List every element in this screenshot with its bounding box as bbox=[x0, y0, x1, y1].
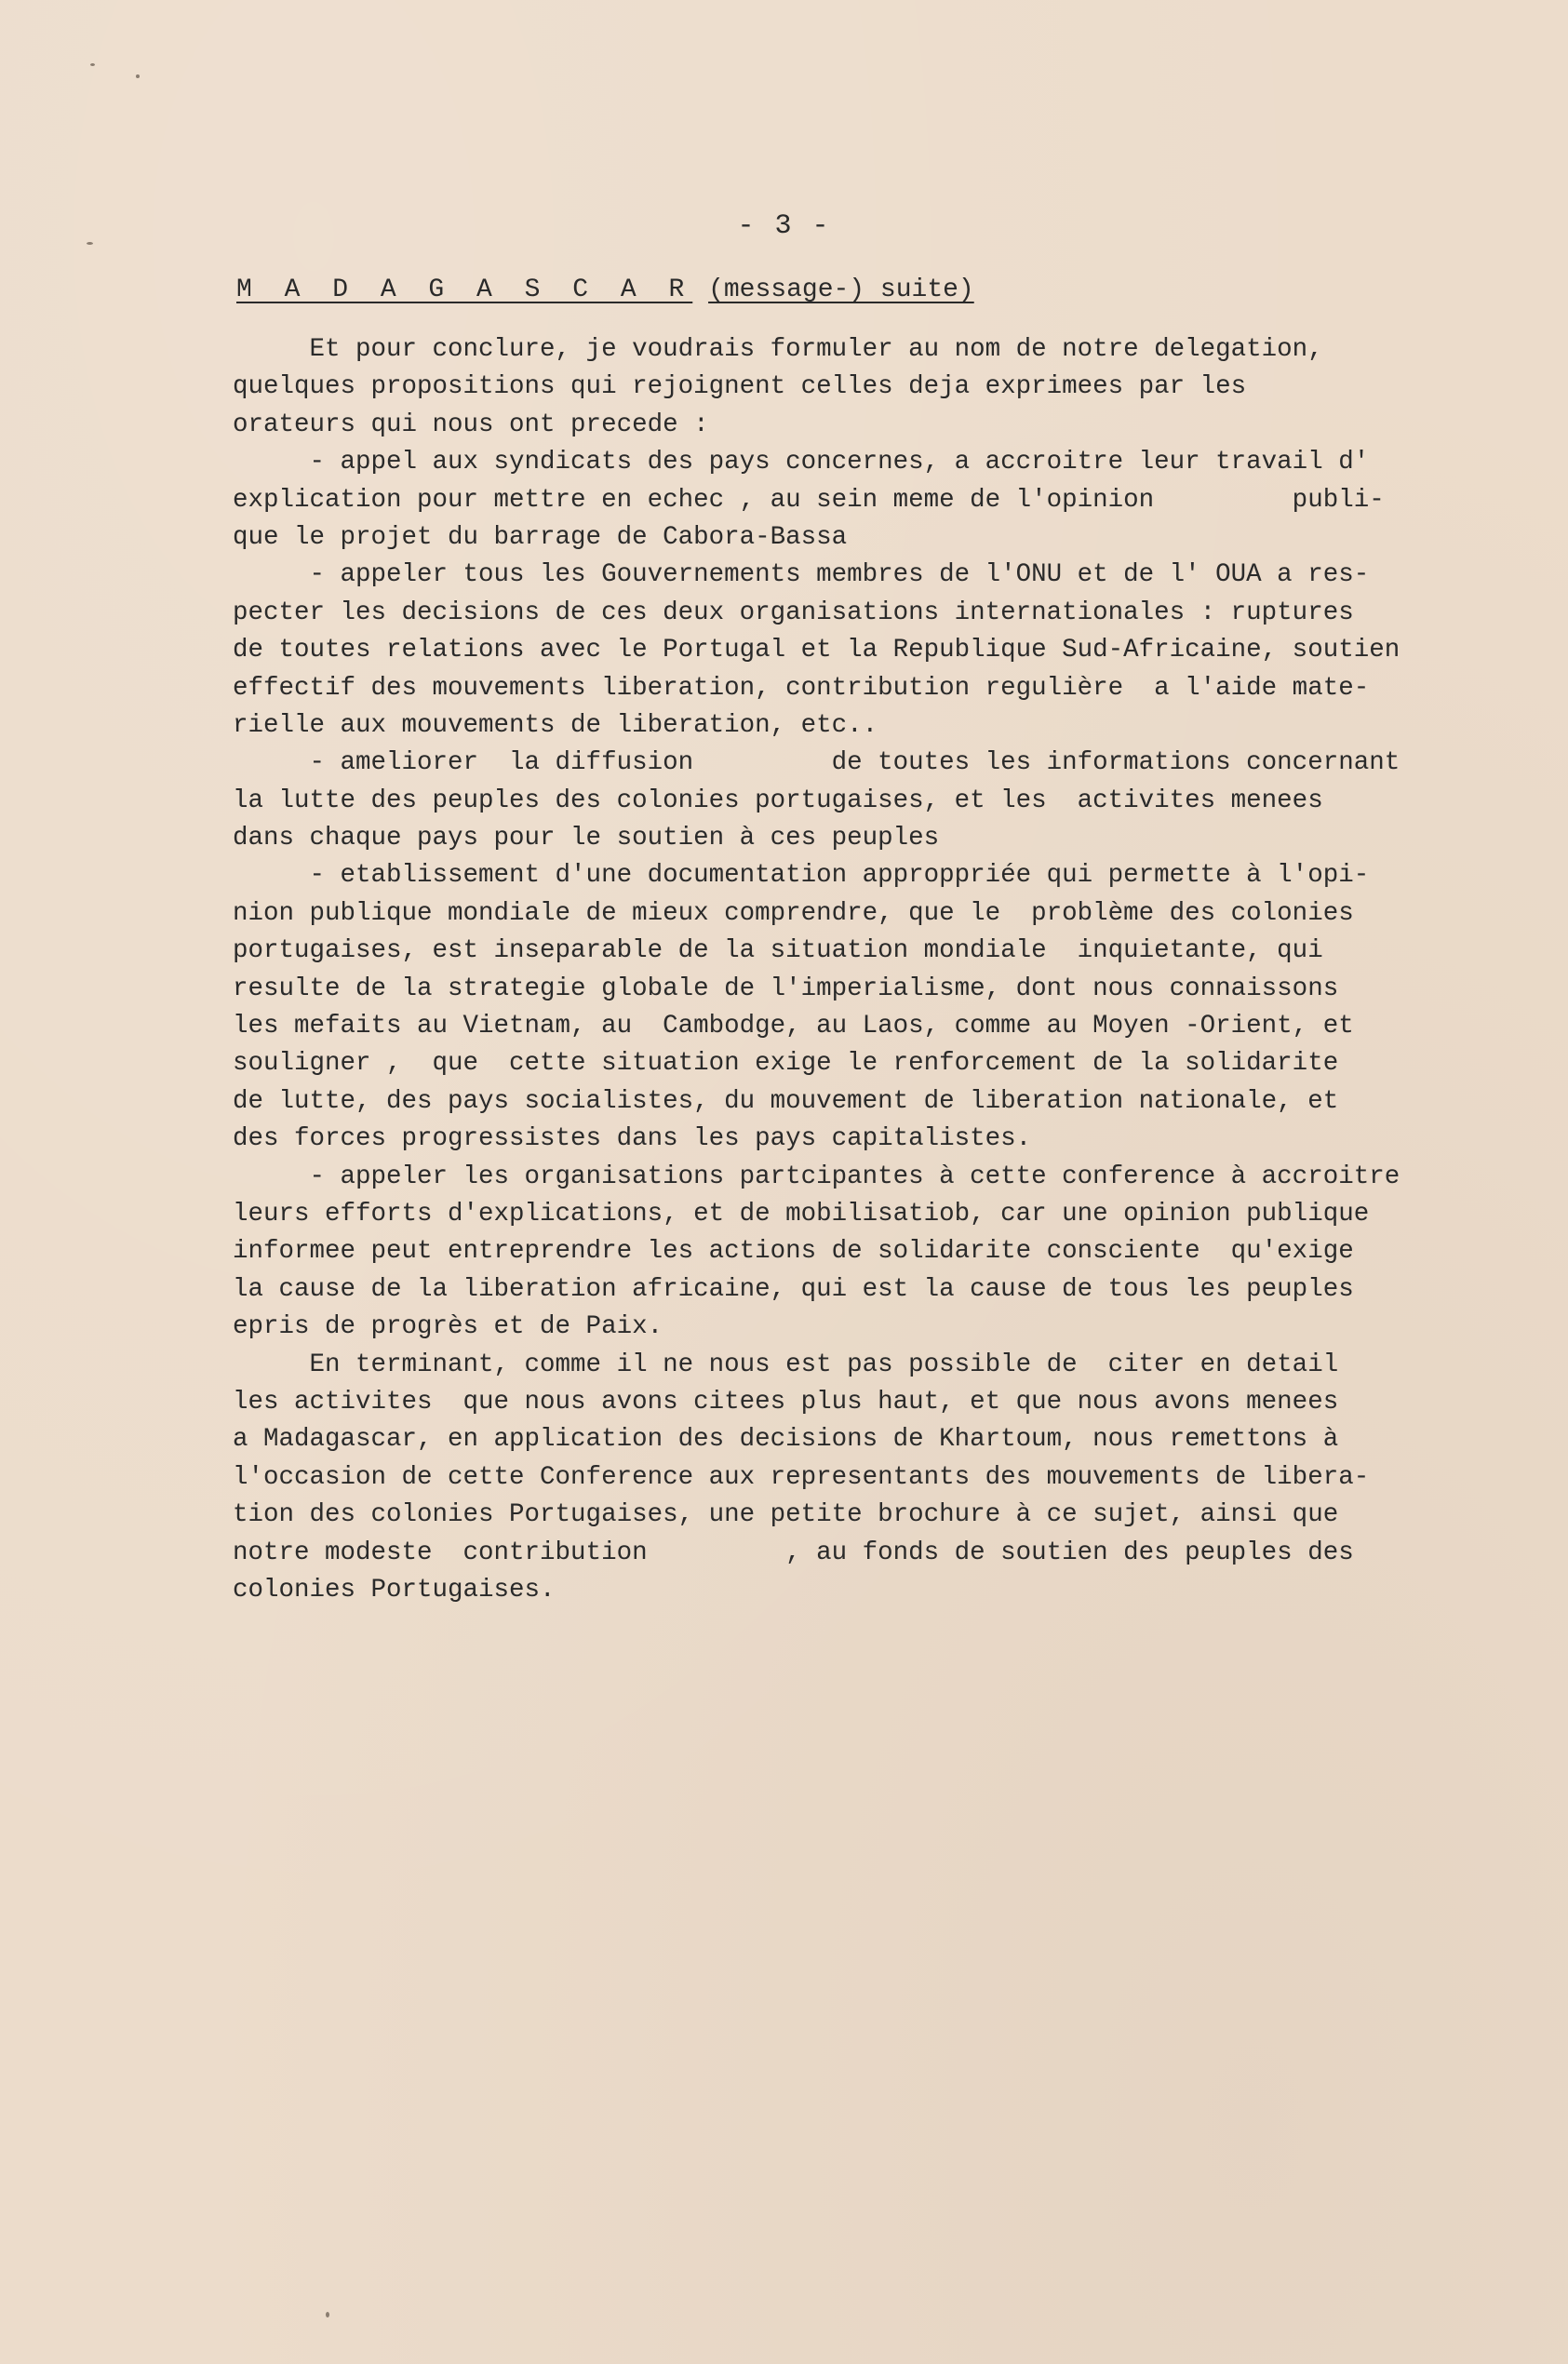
text-line: la lutte des peuples des colonies portugaises, et les activites menees bbox=[233, 786, 1323, 815]
text-line: - appel aux syndicats des pays concernes, a accroitre leur travail d' bbox=[233, 448, 1370, 477]
text-line: la cause de la liberation africaine, qui est la cause de tous les peuples bbox=[233, 1274, 1354, 1304]
text-line: orateurs qui nous ont precede : bbox=[233, 410, 709, 439]
paper-speck bbox=[87, 242, 93, 245]
text-line: epris de progrès et de Paix. bbox=[233, 1312, 663, 1342]
text-line: En terminant, comme il ne nous est pas possible de citer en detail bbox=[233, 1350, 1339, 1379]
text-line: les mefaits au Vietnam, au Cambodge, au Laos, comme au Moyen -Orient, et bbox=[233, 1012, 1354, 1041]
text-line: des forces progressistes dans les pays capitalistes. bbox=[233, 1124, 1032, 1154]
text-line: resulte de la strategie globale de l'imperialisme, dont nous connaissons bbox=[233, 974, 1339, 1003]
text-line: explication pour mettre en echec , au sein meme de l'opinion publi- bbox=[233, 485, 1385, 515]
text-line: colonies Portugaises. bbox=[233, 1575, 556, 1605]
text-line: - appeler tous les Gouvernements membres de l'ONU et de l' OUA a res- bbox=[233, 560, 1370, 590]
text-line: dans chaque pays pour le soutien à ces peuples bbox=[233, 824, 940, 853]
typed-body-text bbox=[233, 331, 1480, 1609]
section-heading bbox=[236, 275, 974, 304]
text-line: Et pour conclure, je voudrais formuler au nom de notre delegation, bbox=[233, 335, 1323, 364]
text-line: portugaises, est inseparable de la situation mondiale inquietante, qui bbox=[233, 936, 1323, 966]
page-number: - 3 - bbox=[737, 210, 831, 242]
text-line: rielle aux mouvements de liberation, etc.. bbox=[233, 710, 878, 740]
text-line: tion des colonies Portugaises, une petite brochure à ce sujet, ainsi que bbox=[233, 1500, 1339, 1530]
text-line: l'occasion de cette Conference aux representants des mouvements de libera- bbox=[233, 1462, 1370, 1492]
paper-speck bbox=[90, 63, 95, 66]
text-line: informee peut entreprendre les actions de solidarite consciente qu'exige bbox=[233, 1237, 1354, 1267]
text-line: - ameliorer la diffusion de toutes les informations concernant bbox=[233, 748, 1400, 778]
paper-speck bbox=[136, 74, 140, 78]
text-line: souligner , que cette situation exige le renforcement de la solidarite bbox=[233, 1049, 1339, 1079]
text-line: pecter les decisions de ces deux organisations internationales : ruptures bbox=[233, 598, 1354, 627]
text-line: effectif des mouvements liberation, contribution regulière a l'aide mate- bbox=[233, 673, 1370, 703]
text-line: notre modeste contribution , au fonds de soutien des peuples des bbox=[233, 1538, 1354, 1567]
text-line: nion publique mondiale de mieux comprendre, que le problème des colonies bbox=[233, 898, 1354, 928]
text-line: de toutes relations avec le Portugal et la Republique Sud-Africaine, soutien bbox=[233, 636, 1400, 665]
text-line: quelques propositions qui rejoignent celles deja exprimees par les bbox=[233, 372, 1247, 402]
heading-country: M A D A G A S C A R bbox=[236, 275, 693, 304]
text-line: les activites que nous avons citees plus haut, et que nous avons menees bbox=[233, 1387, 1339, 1417]
text-line: que le projet du barrage de Cabora-Bassa bbox=[233, 522, 848, 552]
text-line: - appeler les organisations partcipantes à cette conference à accroitre bbox=[233, 1162, 1400, 1191]
text-line: de lutte, des pays socialistes, du mouvement de liberation nationale, et bbox=[233, 1086, 1339, 1116]
text-line: a Madagascar, en application des decisions de Khartoum, nous remettons à bbox=[233, 1425, 1339, 1455]
text-line: - etablissement d'une documentation approppriée qui permette à l'opi- bbox=[233, 861, 1370, 891]
heading-subtitle: (message-) suite) bbox=[708, 275, 974, 304]
paper-speck bbox=[326, 2312, 329, 2317]
text-line: leurs efforts d'explications, et de mobilisatiob, car une opinion publique bbox=[233, 1199, 1370, 1229]
